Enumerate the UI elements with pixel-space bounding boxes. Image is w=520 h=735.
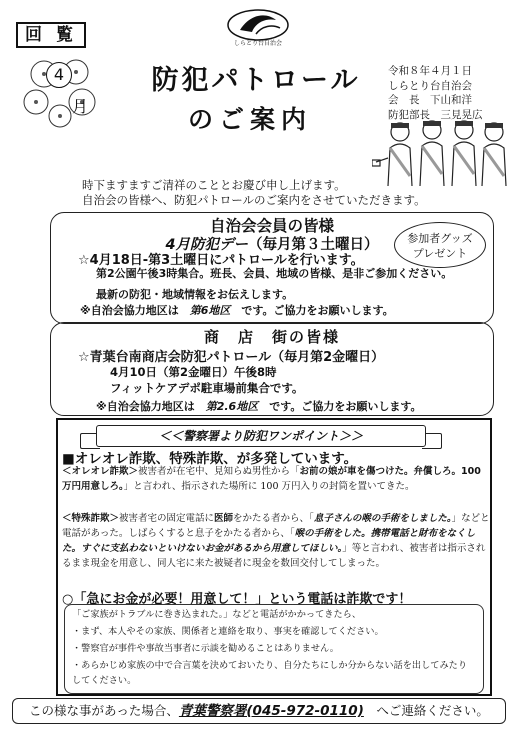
area-note-pre: ※自治会協力地区は [80,304,190,317]
police-banner: ＜＜警察署より防犯ワンポイント＞＞ [96,425,426,447]
footer-pre: この様な事があった場合、 [29,703,179,718]
president-name: 会 長 下山和洋 [388,94,472,106]
case-quote: 喉の手術をした。携帯電話と財布をなくした。すぐに支払わないといけないお金があるから用意してほしい。 [62,528,476,554]
members-patrol-item: ☆4月18日-第3土曜日にパトロールを行います。 [78,253,364,268]
case-quote: お前の娘が車を傷つけた。弁償しろ。100 万円用意しろ。 [62,466,481,492]
footer-post: へご連絡ください。 [363,703,489,718]
page-title: 防犯パトロール [151,65,361,96]
case-label: ＜特殊詐欺＞ [62,513,120,524]
area-note-post: です。ご協力をお願いします。 [230,304,394,317]
tip-item: 「ご家族がトラブルに巻き込まれた。」などと電話がかかってきたら、 [72,609,362,620]
page-subtitle: のご案内 [187,105,312,134]
shops-title: 商 店 街の皆様 [203,328,340,346]
month-number: 4 [46,62,72,88]
special-fraud-case [62,511,490,571]
gift-line: 参加者グッズ [407,232,473,245]
area-note-post: です。ご協力をお願いします。 [258,400,422,413]
event-schedule: （毎月第３土曜日） [248,237,379,253]
greeting-line: 自治会の皆様へ、防犯パトロールのご案内をさせていただきます。 [82,193,426,207]
case-text: 」などと電話があった。しばらくすると息子をかたる者から、「 [62,513,490,539]
case-text: 被害者が在宅中、見知らぬ男性から「 [138,466,300,477]
case-emphasis: 医師 [214,513,234,524]
tip-item: ・まず、本人やその家族、関係者と連絡を取り、事実を確認してください。 [72,626,384,637]
oreore-fraud-case [62,464,490,494]
gift-line: プレゼント [412,247,468,260]
case-text: 」と言われ、指示された場所に 100 万円入りの封筒を置いてきた。 [123,481,415,492]
shops-detail: 4月10日（第2金曜日）午後8時 [110,365,277,379]
shops-patrol-item: ☆青葉台南商店会防犯パトロール（毎月第2金曜日） [78,350,385,365]
police-contact-link[interactable]: 青葉警察署(045-972-0110) [178,703,364,719]
shops-detail: フィットケアデポ駐車場前集合です。 [110,381,304,395]
fraud-warning-heading: ■オレオレ詐欺、特殊詐欺、が多発しています。 [62,451,358,467]
members-area-note [80,302,394,318]
issue-date: 令和８年４月１日 [388,65,472,77]
area-name: 第6地区 [189,304,231,317]
case-text: をかたる者から、「 [233,513,314,524]
tip-item: ・あらかじめ家族の中で合言葉を決めておいたり、自分たちにしか分からない話を出してみたりしてください。 [72,660,468,686]
association-name: しらとり台自治会 [388,79,472,92]
area-note-pre: ※自治会協力地区は [96,400,206,413]
shops-area-note [96,398,421,414]
case-text: 」等と言われ、被害者は指示されるまま現金を用意し、同人宅に来た被疑者に現金を数回交付してしまった。 [62,543,486,569]
association-logo-icon [226,8,290,42]
members-detail: 最新の防犯・地域情報をお伝えします。 [96,288,294,301]
security-head-name: 防犯部長 三見晃広 [388,108,483,121]
issuer-info [388,64,483,122]
case-text: 被害者宅の固定電話に [119,513,215,524]
circular-notice-label: 回 覧 [16,22,86,48]
case-quote: 息子さんの喉の手術をしました。 [313,513,452,524]
case-label: ＜オレオレ詐欺＞ [62,466,139,477]
scam-call-warning: ○「急にお金が必要！用意して！」という電話は詐欺です！ [62,592,412,607]
event-name: 4月防犯デー [165,237,249,253]
month-label: 月 [72,97,89,116]
greeting [82,178,426,208]
tip-item: ・警察官が事件や事故当事者に示談を勧めることはありません。 [72,643,339,654]
members-title: 自治会会員の皆様 [209,217,334,235]
contact-footer [12,698,506,724]
gift-badge [394,222,486,268]
members-detail: 第2公園午後3時集合。班長、会員、地域の皆様、是非ご参加ください。 [96,267,453,280]
greeting-line: 時下ますますご清祥のこととお慶び申し上げます。 [82,178,346,192]
area-name: 第2.6地区 [205,400,259,413]
logo-caption: しらとり台自治会 [233,40,282,47]
